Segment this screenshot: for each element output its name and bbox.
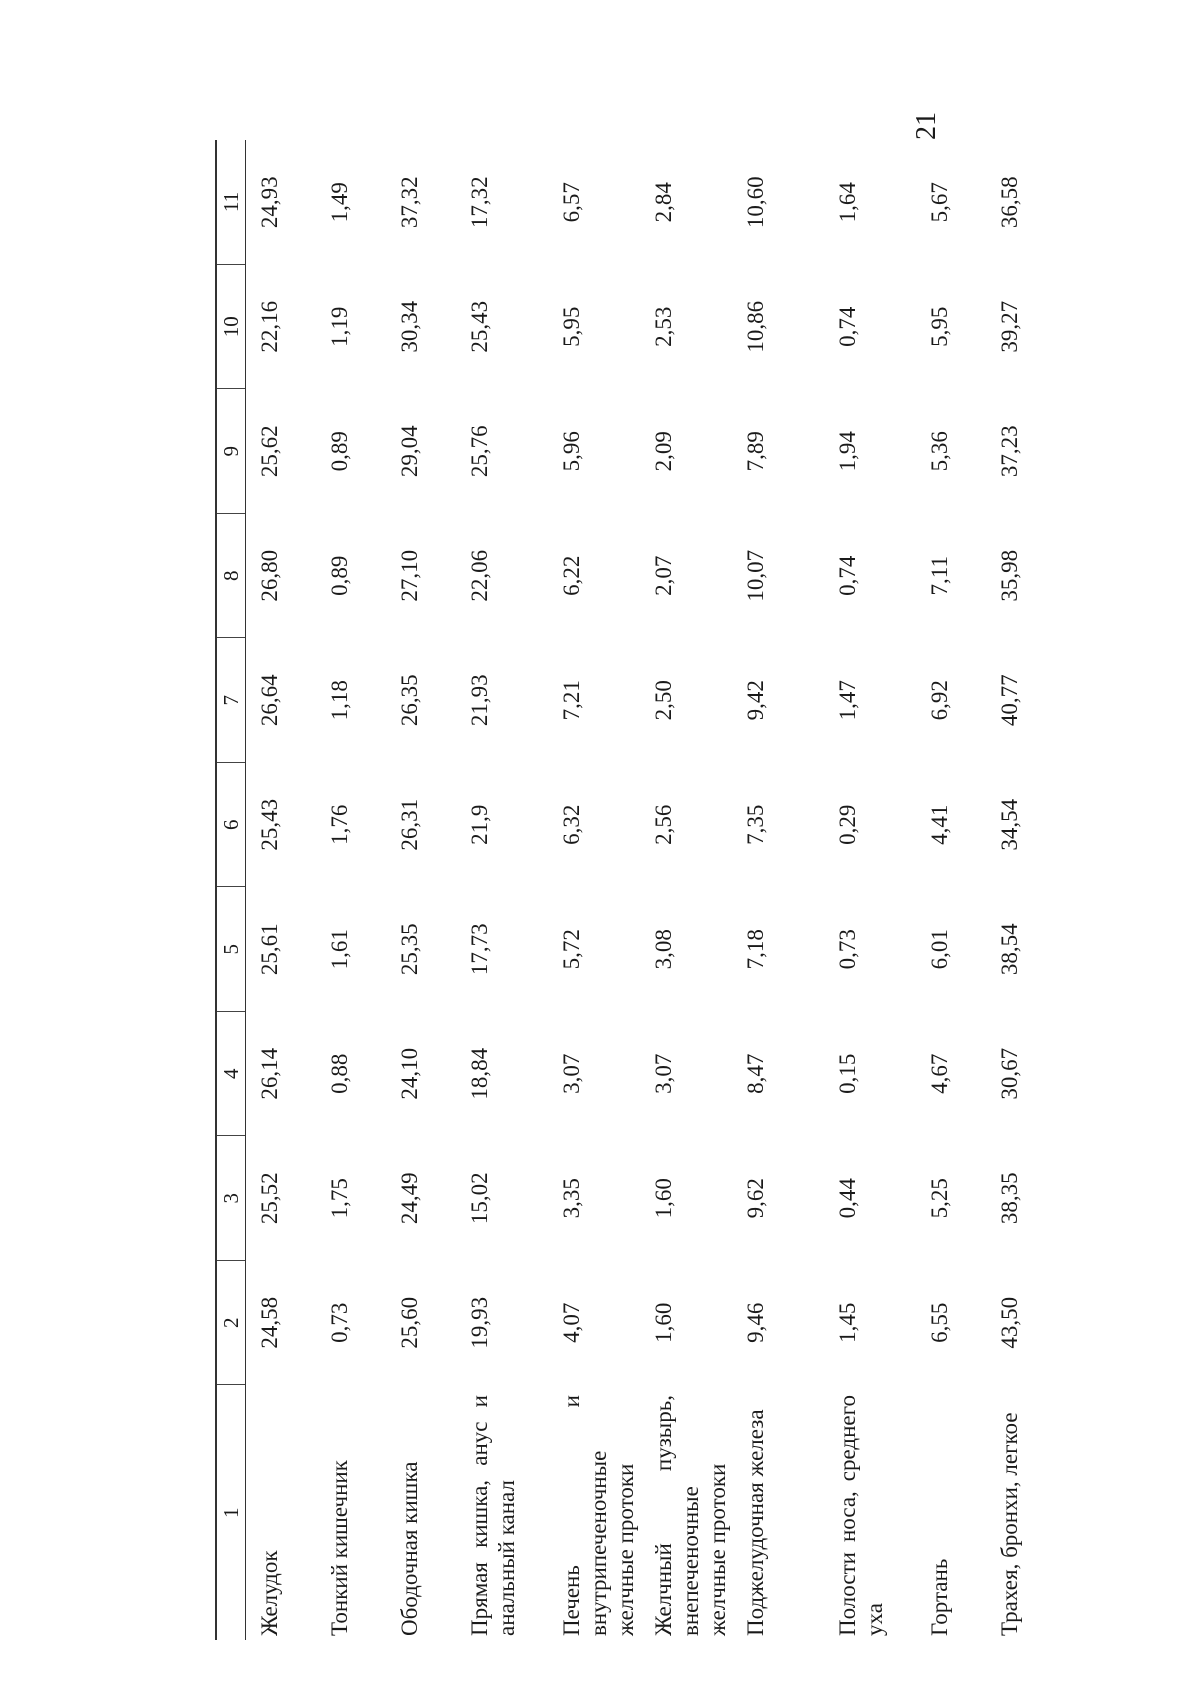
column-header: 4 [216,1012,246,1137]
table-cell: 25,60 [397,1296,422,1349]
table-cell: 1,45 [835,1302,860,1343]
table-cell: 36,58 [997,176,1022,229]
table-cell: 1,60 [651,1178,676,1219]
table-cell: 0,73 [835,929,860,970]
table-cell: 24,49 [397,1172,422,1225]
table-row [986,140,1078,1640]
table-cell: 37,32 [397,176,422,229]
table-cell: 4,67 [927,1053,952,1094]
table-cell: 1,94 [835,431,860,472]
column-header: 2 [216,1261,246,1386]
table-cell: 0,74 [835,555,860,596]
table-cell: 5,25 [927,1178,952,1219]
organ-label: Прямая кишка, анус и анальный канал [467,1395,520,1636]
table-cell: 5,96 [559,431,584,472]
organ-label: Желчный пузырь, внепеченочные желчные протоки [651,1395,731,1636]
table-row [640,140,732,1640]
table-cell: 40,77 [997,674,1022,727]
table-cell: 3,07 [651,1053,676,1094]
table-cell: 9,42 [743,680,768,721]
table-cell: 2,50 [651,680,676,721]
table-cell: 17,73 [467,923,492,976]
table-row [548,140,640,1640]
table-cell: 19,93 [467,1296,492,1349]
table-cell: 27,10 [397,549,422,602]
rotated-table-container [215,140,1022,1640]
table-cell: 0,44 [835,1178,860,1219]
table-cell: 6,55 [927,1302,952,1343]
table-cell: 22,16 [257,300,282,353]
table-cell: 25,52 [257,1172,282,1225]
table-row [732,140,824,1640]
table-cell: 9,62 [743,1178,768,1219]
table-cell: 26,80 [257,549,282,602]
table-cell: 1,76 [327,804,352,845]
table-cell: 10,86 [743,300,768,353]
table-cell: 10,07 [743,549,768,602]
table-cell: 2,09 [651,431,676,472]
table-cell: 6,57 [559,182,584,223]
table-cell: 0,29 [835,804,860,845]
table-header-row [216,140,246,1640]
table-cell: 9,46 [743,1302,768,1343]
table-cell: 0,74 [835,306,860,347]
table-cell: 6,32 [559,804,584,845]
table-cell: 0,88 [327,1053,352,1094]
table-row [916,140,986,1640]
table-cell: 0,89 [327,555,352,596]
table-row [456,140,548,1640]
table-cell: 24,58 [257,1296,282,1349]
table-cell: 8,47 [743,1053,768,1094]
table-cell: 1,75 [327,1178,352,1219]
table-cell: 1,49 [327,182,352,223]
table-cell: 6,01 [927,929,952,970]
table-cell: 3,08 [651,929,676,970]
organ-label: Поджелудочная железа [743,1409,768,1636]
table-cell: 1,19 [327,306,352,347]
table-cell: 24,10 [397,1047,422,1100]
organ-label: Гортань [927,1558,952,1636]
table-cell: 1,64 [835,182,860,223]
table-cell: 35,98 [997,549,1022,602]
table-cell: 2,07 [651,555,676,596]
table-cell: 18,84 [467,1047,492,1100]
table-cell: 21,93 [467,674,492,727]
table-cell: 34,54 [997,798,1022,851]
table-cell: 17,32 [467,176,492,229]
table-cell: 1,60 [651,1302,676,1343]
organ-label: Тонкий кишечник [327,1460,352,1636]
column-header: 5 [216,887,246,1012]
table-cell: 6,22 [559,555,584,596]
table-cell: 1,18 [327,680,352,721]
table-cell: 0,73 [327,1302,352,1343]
table-cell: 3,35 [559,1178,584,1219]
table-cell: 38,54 [997,923,1022,976]
table-cell: 7,35 [743,804,768,845]
table-cell: 1,47 [835,680,860,721]
table-cell: 26,64 [257,674,282,727]
column-header: 8 [216,514,246,639]
table-cell: 29,04 [397,425,422,478]
table-cell: 25,43 [467,300,492,353]
organ-label: Желудок [257,1550,282,1636]
table-cell: 30,67 [997,1047,1022,1100]
table-cell: 10,60 [743,176,768,229]
table-cell: 5,95 [927,306,952,347]
table-cell: 25,76 [467,425,492,478]
organ-label: Трахея, бронхи, легкое [997,1412,1022,1636]
table-cell: 1,61 [327,929,352,970]
page-number: 21 [911,112,942,140]
table-cell: 2,84 [651,182,676,223]
table-cell: 30,34 [397,300,422,353]
table-cell: 26,31 [397,798,422,851]
table-cell: 7,89 [743,431,768,472]
column-header: 1 [216,1385,246,1640]
data-table [215,140,1078,1640]
table-cell: 4,07 [559,1302,584,1343]
table-cell: 21,9 [467,804,492,845]
table-cell: 26,14 [257,1047,282,1100]
table-cell: 25,35 [397,923,422,976]
column-header: 7 [216,638,246,763]
table-cell: 3,07 [559,1053,584,1094]
table-cell: 7,18 [743,929,768,970]
table-cell: 25,61 [257,923,282,976]
table-cell: 2,53 [651,306,676,347]
table-row [246,140,317,1640]
table-cell: 2,56 [651,804,676,845]
table-cell: 7,11 [927,556,952,596]
table-cell: 6,92 [927,680,952,721]
table-cell: 7,21 [559,680,584,721]
table-cell: 26,35 [397,674,422,727]
table-cell: 22,06 [467,549,492,602]
table-cell: 5,95 [559,306,584,347]
table-cell: 43,50 [997,1296,1022,1349]
table-cell: 15,02 [467,1172,492,1225]
organ-label: Ободочная кишка [397,1461,422,1636]
table-row [824,140,916,1640]
table-cell: 5,67 [927,182,952,223]
table-cell: 25,62 [257,425,282,478]
column-header: 3 [216,1136,246,1261]
table-cell: 5,72 [559,929,584,970]
column-header: 6 [216,763,246,888]
table-cell: 25,43 [257,798,282,851]
table-cell: 37,23 [997,425,1022,478]
table-row [316,140,386,1640]
table-cell: 39,27 [997,300,1022,353]
table-cell: 4,41 [927,804,952,845]
organ-label: Полости носа, среднего уха [835,1395,888,1636]
column-header: 11 [216,140,246,265]
organ-label: Печень и внутрипеченочные желчные протоки [559,1395,639,1636]
column-header: 10 [216,265,246,390]
table-cell: 5,36 [927,431,952,472]
table-cell: 24,93 [257,176,282,229]
column-header: 9 [216,389,246,514]
table-row [386,140,456,1640]
table-cell: 38,35 [997,1172,1022,1225]
table-cell: 0,15 [835,1053,860,1094]
table-cell: 0,89 [327,431,352,472]
